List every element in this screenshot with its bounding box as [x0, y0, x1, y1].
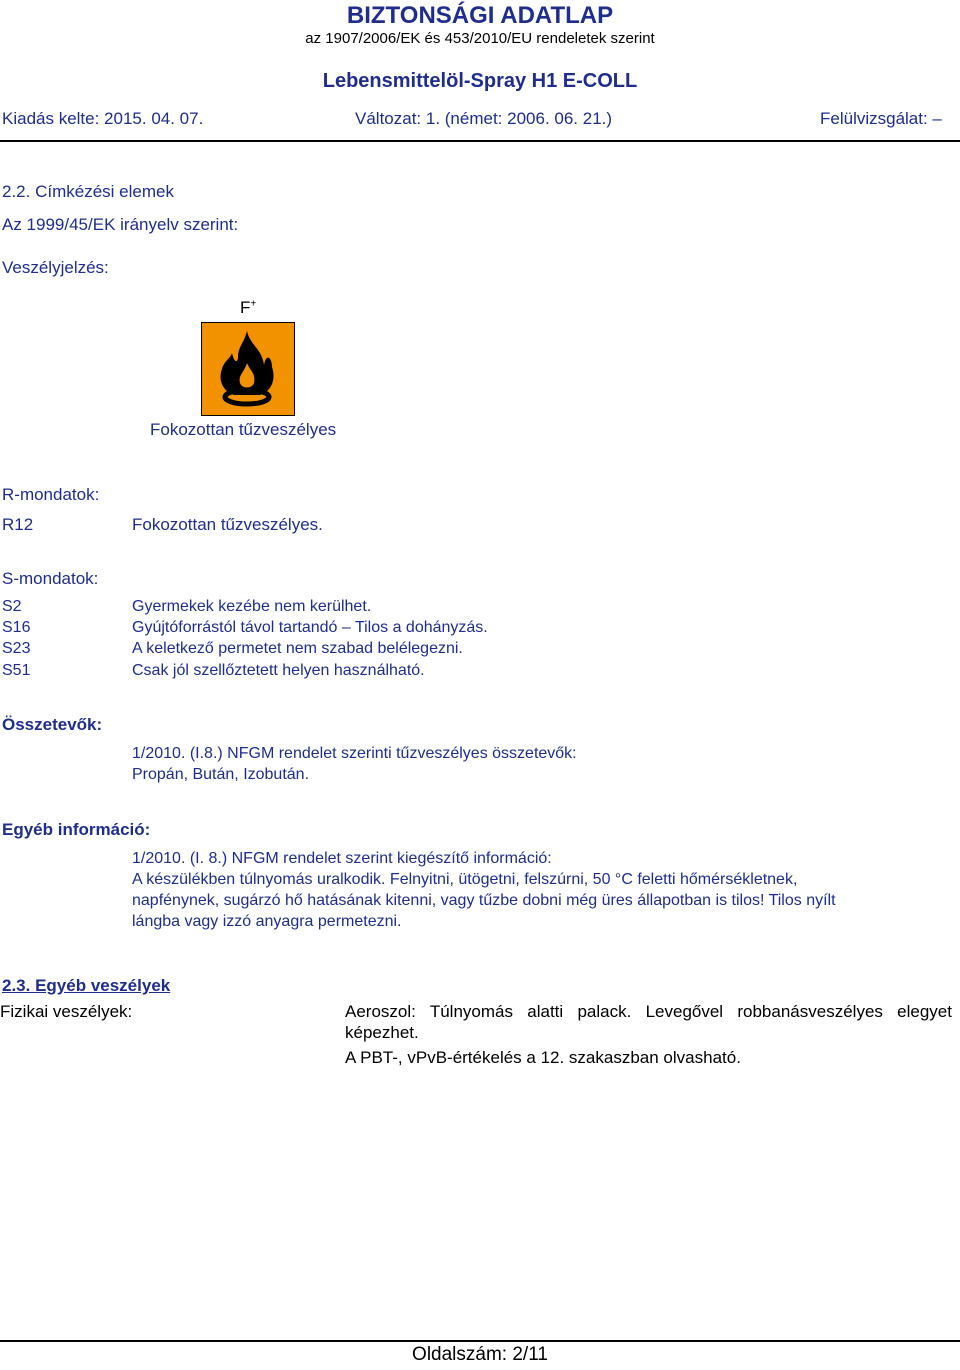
physical-hazards-text-continued: képezhet. — [345, 1023, 419, 1042]
document-title: BIZTONSÁGI ADATLAP — [346, 2, 614, 29]
components-line: Propán, Bután, Izobután. — [132, 766, 310, 783]
product-name: Lebensmittelöl-Spray H1 E-COLL — [322, 70, 638, 92]
s-phrase-text: A keletkező permetet nem szabad belélegezni. — [132, 640, 463, 657]
r-phrases-heading: R-mondatok: — [2, 485, 100, 504]
flame-icon — [202, 323, 293, 414]
s-phrase-code: S16 — [2, 619, 31, 636]
hazard-symbol-superscript: + — [250, 298, 257, 310]
directive-label: Az 1999/45/EK irányelv szerint: — [2, 215, 239, 234]
hazard-symbol-caption: Fokozottan tűzveszélyes — [150, 420, 337, 439]
s-phrase-text: Csak jól szellőztetett helyen használható. — [132, 662, 425, 679]
other-info-line: 1/2010. (I. 8.) NFGM rendelet szerint kiegészítő információ: — [132, 850, 552, 867]
r-phrase-text: Fokozottan tűzveszélyes. — [132, 515, 323, 534]
issue-date: Kiadás kelte: 2015. 04. 07. — [2, 109, 204, 128]
pbt-assessment-note: A PBT-, vPvB-értékelés a 12. szakaszban olvasható. — [345, 1048, 741, 1067]
version: Változat: 1. (német: 2006. 06. 21.) — [355, 109, 613, 128]
footer-divider — [0, 1340, 960, 1342]
other-info-line: A készülékben túlnyomás uralkodik. Felnyitni, ütögetni, felszúrni, 50 °C feletti hőmérsékletnek, — [132, 871, 798, 888]
s-phrase-text: Gyújtóforrástól távol tartandó – Tilos a dohányzás. — [132, 619, 488, 636]
other-info-heading: Egyéb információ: — [2, 820, 151, 839]
document-subtitle: az 1907/2006/EK és 453/2010/EU rendeletek szerint — [305, 30, 655, 47]
section-2-2-heading: 2.2. Címkézési elemek — [2, 182, 174, 201]
physical-hazards-text: Aeroszol: Túlnyomás alatti palack. Levegővel robbanásveszélyes elegyet — [345, 1002, 952, 1021]
revision: Felülvizsgálat: – — [820, 109, 942, 128]
other-info-line: lángba vagy izzó anyagra permetezni. — [132, 913, 402, 930]
header-divider — [0, 140, 960, 142]
s-phrases-heading: S-mondatok: — [2, 569, 99, 588]
s-phrase-code: S23 — [2, 640, 31, 657]
s-phrase-code: S2 — [2, 598, 22, 615]
components-line: 1/2010. (I.8.) NFGM rendelet szerinti tűzveszélyes összetevők: — [132, 745, 577, 762]
other-info-line: napfénynek, sugárzó hő hatásának kitenni, vagy tűzbe dobni még üres állapotban is tilos! Tilos nyílt — [132, 892, 836, 909]
physical-hazards-label: Fizikai veszélyek: — [0, 1002, 133, 1021]
components-heading: Összetevők: — [2, 715, 103, 734]
page-number: Oldalszám: 2/11 — [412, 1344, 548, 1365]
hazard-symbol-letter: F — [240, 298, 251, 317]
section-2-3-heading: 2.3. Egyéb veszélyek — [2, 976, 171, 995]
s-phrase-text: Gyermekek kezébe nem kerülhet. — [132, 598, 372, 615]
r-phrase-code: R12 — [2, 515, 34, 534]
hazard-label: Veszélyjelzés: — [2, 258, 109, 277]
s-phrase-code: S51 — [2, 662, 31, 679]
hazard-symbol-code — [240, 298, 256, 318]
flammable-pictogram — [201, 322, 295, 416]
